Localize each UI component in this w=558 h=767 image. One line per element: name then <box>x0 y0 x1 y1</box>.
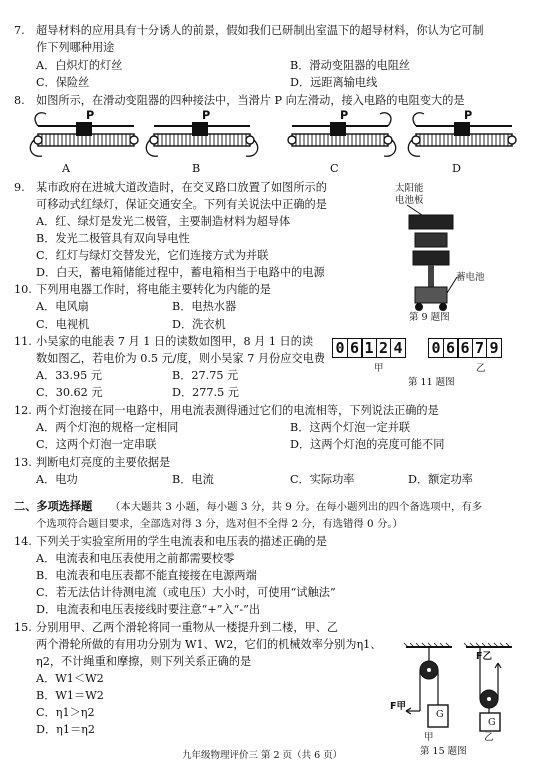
meter-yi-digit: 9 <box>486 338 502 358</box>
rheostat-a <box>30 113 138 157</box>
q10-number: 10. <box>14 283 32 296</box>
q8-stem: 如图所示，在滑动变阻器的四种接法中，当滑片 P 向左滑动，接入电路的电阻变大的是 <box>36 94 465 107</box>
q9-stem-line1: 某市政府在进城大道改造时，在交叉路口放置了如图所示的 <box>36 181 327 194</box>
pulley-yi-label: 乙 <box>484 732 494 743</box>
q10-option-b: B．电热水器 <box>172 300 237 313</box>
q9-number: 9. <box>14 181 25 194</box>
meter-yi-digit: 6 <box>457 338 473 358</box>
q9-option-c: C．红灯与绿灯交替发光，它们连接方式为并联 <box>36 249 269 262</box>
meter-jia-digit: 0 <box>332 338 348 358</box>
q7-option-a: A．白炽灯的灯丝 <box>36 59 123 72</box>
q12-number: 12. <box>14 404 32 417</box>
q11-stem-line1: 小吴家的电能表 7 月 1 日的读数如图甲，8 月 1 日的读 <box>36 335 314 348</box>
q11-stem-line2: 数如图乙，若电价为 0.5 元/度，则小吴家 7 月份应交电费 <box>36 352 326 365</box>
q13-stem: 判断电灯亮度的主要依据是 <box>36 456 171 469</box>
q12-option-d: D．这两个灯泡的亮度可能不同 <box>290 438 445 451</box>
q7-number: 7. <box>14 24 25 37</box>
fig9-panel-label: 电池板 <box>395 195 424 206</box>
q11-option-d: D．277.5 元 <box>172 386 239 399</box>
force-yi-label: F乙 <box>476 651 492 662</box>
meter-jia-digit: 1 <box>361 338 377 358</box>
q13-option-b: B．电流 <box>172 473 214 486</box>
q13-option-c: C．实际功率 <box>290 473 355 486</box>
q14-option-a: A．电流表和电压表使用之前都需要校零 <box>36 552 235 565</box>
q12-stem: 两个灯泡接在同一电路中，用电流表测得通过它们的电流相等，下列说法正确的是 <box>36 404 439 417</box>
fig9-battery-label: 蓄电池 <box>456 272 485 283</box>
q8-figure-label-b: B <box>192 162 201 175</box>
meter-yi-label: 乙 <box>476 363 486 374</box>
meter-jia-digit: 6 <box>347 338 363 358</box>
weight-jia-label: G <box>436 709 444 720</box>
q15-stem-line3: η2，不计绳重和摩擦，则下列关系正确的是 <box>36 655 252 668</box>
traffic-light-figure <box>395 205 505 315</box>
q7-option-d: D．远距离输电线 <box>290 76 378 89</box>
q12-option-b: B．这两个灯泡一定并联 <box>290 421 411 434</box>
q15-option-d: D．η1＝η2 <box>36 723 95 736</box>
q7-stem-line2: 作下列哪种用途 <box>36 41 115 54</box>
q11-option-b: B．27.75 元 <box>172 369 239 382</box>
weight-yi-label: G <box>488 717 496 728</box>
q9-option-d: D．白天，蓄电箱储能过程中，蓄电箱相当于电路中的电源 <box>36 266 325 279</box>
q8-p-label-b: P <box>202 109 211 122</box>
q11-option-c: C．30.62 元 <box>36 386 103 399</box>
section2-desc-line1: （本大题共 3 小题，每小题 3 分，共 9 分。在每小题列出的四个备选项中，有多 <box>110 501 483 513</box>
q14-option-c: C．若无法估计待测电流（或电压）大小时，可使用“试触法” <box>36 586 336 599</box>
section2-title: 二、多项选择题 <box>14 500 93 513</box>
meter-jia-digit: 2 <box>376 338 392 358</box>
fig9-solar-label: 太阳能 <box>395 183 424 194</box>
meter-yi-digit: 7 <box>472 338 488 358</box>
q9-option-b: B．发光二极管具有双向导电性 <box>36 232 190 245</box>
q8-figure-label-d: D <box>452 162 461 175</box>
q11-number: 11. <box>14 335 32 348</box>
pulley-figure <box>396 643 526 743</box>
q14-option-d: D．电流表和电压表接线时要注意“+”入“-”出 <box>36 603 261 616</box>
q15-stem-line1: 分别用甲、乙两个滑轮将同一重物从一楼提升到二楼，甲、乙 <box>36 621 339 634</box>
fig15-caption: 第 15 题图 <box>420 746 467 757</box>
page-footer: 九年级物理评价三 第 2 页（共 6 页） <box>182 750 343 761</box>
q15-number: 15. <box>14 621 32 634</box>
meter-yi <box>428 338 501 358</box>
q8-figure-label-a: A <box>62 162 71 175</box>
q7-option-b: B．滑动变阻器的电阻丝 <box>290 59 411 72</box>
force-jia-label: F甲 <box>390 701 406 712</box>
q8-p-label-c: P <box>340 109 349 122</box>
pulley-jia-label: 甲 <box>424 732 434 743</box>
q7-option-c: C．保险丝 <box>36 76 90 89</box>
rheostat-figures <box>0 108 540 168</box>
fig11-caption: 第 11 题图 <box>408 377 455 388</box>
q8-p-label-a: P <box>86 109 95 122</box>
q14-option-b: B．电流表和电压表都不能直接接在电源两端 <box>36 569 257 582</box>
q15-stem-line2: 两个滑轮所做的有用功分别为 W1、W2，它们的机械效率分别为η1、 <box>36 638 382 651</box>
q12-option-c: C．这两个灯泡一定串联 <box>36 438 157 451</box>
q10-option-c: C．电视机 <box>36 318 90 331</box>
q13-option-a: A．电功 <box>36 473 78 486</box>
q9-stem-line2: 可移动式红绿灯，保证交通安全。下列有关说法中正确的是 <box>36 198 327 211</box>
q15-option-c: C．η1＞η2 <box>36 706 95 719</box>
q11-option-a: A．33.95 元 <box>36 369 103 382</box>
q8-figure-label-c: C <box>330 162 339 175</box>
q14-number: 14. <box>14 535 32 548</box>
meter-jia-digit: 4 <box>390 338 406 358</box>
q14-stem: 下列关于实验室所用的学生电流表和电压表的描述正确的是 <box>36 535 327 548</box>
q10-option-d: D．洗衣机 <box>172 318 226 331</box>
q15-option-b: B．W1＝W2 <box>36 689 104 702</box>
q7-stem-line1: 超导材料的应用具有十分诱人的前景，假如我们已研制出室温下的超导材料，你认为它可制 <box>36 24 484 37</box>
meter-jia-label: 甲 <box>374 363 384 374</box>
q13-option-d: D．额定功率 <box>408 473 473 486</box>
q10-stem: 下列用电器工作时，将电能主要转化为内能的是 <box>36 283 271 296</box>
fig9-caption: 第 9 题图 <box>409 312 450 323</box>
section2-desc-line2: 个选项符合题目要求，全部选对得 3 分，选对但不全得 2 分，有选错得 0 分。） <box>36 518 403 530</box>
q13-number: 13. <box>14 456 32 469</box>
rheostat-b <box>146 122 257 156</box>
meter-yi-digit: 0 <box>428 338 444 358</box>
meter-yi-digit: 6 <box>443 338 459 358</box>
q15-option-a: A．W1＜W2 <box>36 672 104 685</box>
q8-p-label-d: P <box>464 109 473 122</box>
rheostat-d <box>408 113 516 157</box>
q9-option-a: A．红、绿灯是发光二极管，主要制造材料为超导体 <box>36 215 291 228</box>
meter-jia <box>332 338 405 358</box>
q12-option-a: A．两个灯泡的规格一定相同 <box>36 421 179 434</box>
q8-number: 8. <box>14 94 25 107</box>
q10-option-a: A．电风扇 <box>36 300 89 313</box>
